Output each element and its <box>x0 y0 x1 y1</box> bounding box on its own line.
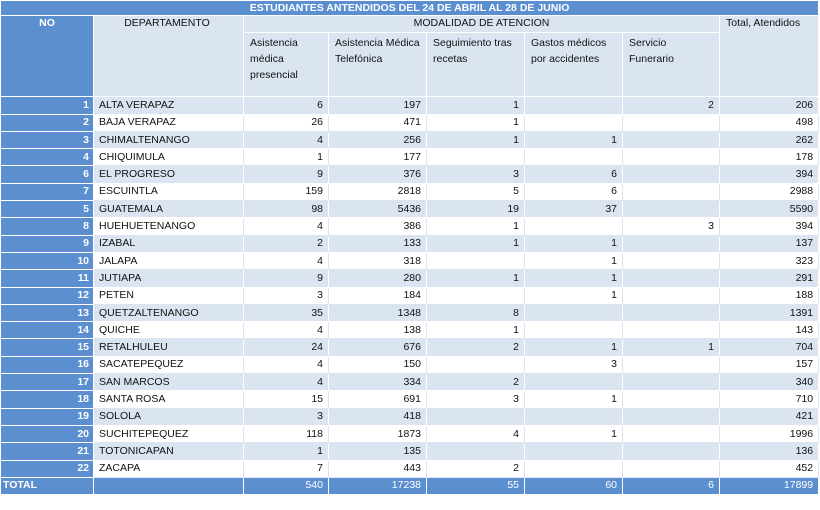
cell-presencial: 4 <box>244 218 329 235</box>
cell-departamento: BAJA VERAPAZ <box>94 114 244 131</box>
cell-seguimiento: 1 <box>427 322 525 339</box>
table-row <box>1 114 819 131</box>
cell-funerario <box>623 270 720 287</box>
cell-funerario <box>623 166 720 183</box>
cell-telefonica: 418 <box>329 408 427 425</box>
cell-no: 12 <box>1 287 94 304</box>
total-funerario: 6 <box>623 477 720 494</box>
cell-gastos <box>525 322 623 339</box>
cell-presencial: 4 <box>244 252 329 269</box>
cell-total: 394 <box>720 166 819 183</box>
cell-funerario <box>623 235 720 252</box>
cell-presencial: 26 <box>244 114 329 131</box>
cell-funerario <box>623 287 720 304</box>
table-row <box>1 270 819 287</box>
cell-no: 14 <box>1 322 94 339</box>
cell-funerario <box>623 252 720 269</box>
cell-no: 9 <box>1 235 94 252</box>
title-row <box>1 1 819 16</box>
cell-funerario <box>623 374 720 391</box>
cell-funerario <box>623 149 720 166</box>
table-row <box>1 356 819 373</box>
header-presencial: Asistencia médica presencial <box>244 33 329 97</box>
cell-departamento: JALAPA <box>94 252 244 269</box>
cell-no: 4 <box>1 149 94 166</box>
cell-presencial: 159 <box>244 183 329 200</box>
cell-funerario <box>623 304 720 321</box>
cell-total: 421 <box>720 408 819 425</box>
cell-seguimiento: 1 <box>427 131 525 148</box>
cell-departamento: SUCHITEPEQUEZ <box>94 425 244 442</box>
cell-funerario <box>623 114 720 131</box>
cell-gastos: 6 <box>525 183 623 200</box>
cell-presencial: 98 <box>244 201 329 218</box>
cell-seguimiento: 1 <box>427 235 525 252</box>
cell-funerario <box>623 460 720 477</box>
cell-funerario <box>623 408 720 425</box>
table-row <box>1 218 819 235</box>
cell-telefonica: 150 <box>329 356 427 373</box>
cell-presencial: 118 <box>244 425 329 442</box>
cell-no: 7 <box>1 183 94 200</box>
cell-total: 157 <box>720 356 819 373</box>
cell-seguimiento: 4 <box>427 425 525 442</box>
cell-telefonica: 177 <box>329 149 427 166</box>
cell-telefonica: 386 <box>329 218 427 235</box>
cell-seguimiento: 1 <box>427 97 525 114</box>
cell-gastos: 1 <box>525 425 623 442</box>
cell-departamento: SANTA ROSA <box>94 391 244 408</box>
cell-total: 188 <box>720 287 819 304</box>
cell-total: 340 <box>720 374 819 391</box>
cell-funerario <box>623 201 720 218</box>
cell-seguimiento: 3 <box>427 166 525 183</box>
cell-seguimiento: 8 <box>427 304 525 321</box>
header-modalidad: MODALIDAD DE ATENCION <box>244 16 720 33</box>
cell-funerario <box>623 183 720 200</box>
cell-total: 206 <box>720 97 819 114</box>
header-gastos: Gastos médicos por accidentes <box>525 33 623 97</box>
cell-funerario <box>623 131 720 148</box>
header-departamento: DEPARTAMENTO <box>94 16 244 97</box>
cell-departamento: ALTA VERAPAZ <box>94 97 244 114</box>
cell-telefonica: 471 <box>329 114 427 131</box>
cell-gastos: 1 <box>525 235 623 252</box>
cell-presencial: 7 <box>244 460 329 477</box>
cell-no: 2 <box>1 114 94 131</box>
cell-departamento: IZABAL <box>94 235 244 252</box>
cell-telefonica: 2818 <box>329 183 427 200</box>
cell-departamento: GUATEMALA <box>94 201 244 218</box>
cell-no: 1 <box>1 97 94 114</box>
cell-telefonica: 256 <box>329 131 427 148</box>
total-telefonica: 17238 <box>329 477 427 494</box>
cell-seguimiento <box>427 408 525 425</box>
cell-no: 3 <box>1 131 94 148</box>
cell-no: 19 <box>1 408 94 425</box>
cell-no: 8 <box>1 218 94 235</box>
cell-presencial: 4 <box>244 131 329 148</box>
cell-gastos: 1 <box>525 252 623 269</box>
cell-no: 6 <box>1 166 94 183</box>
cell-funerario <box>623 443 720 460</box>
header-seguimiento: Seguimiento tras recetas <box>427 33 525 97</box>
cell-total: 704 <box>720 339 819 356</box>
table-row <box>1 97 819 114</box>
cell-gastos: 1 <box>525 339 623 356</box>
cell-total: 291 <box>720 270 819 287</box>
cell-seguimiento: 2 <box>427 374 525 391</box>
cell-presencial: 3 <box>244 408 329 425</box>
cell-funerario <box>623 356 720 373</box>
cell-no: 16 <box>1 356 94 373</box>
cell-no: 15 <box>1 339 94 356</box>
cell-no: 21 <box>1 443 94 460</box>
cell-telefonica: 135 <box>329 443 427 460</box>
cell-departamento: PETEN <box>94 287 244 304</box>
table-row <box>1 425 819 442</box>
cell-funerario: 3 <box>623 218 720 235</box>
cell-seguimiento: 3 <box>427 391 525 408</box>
cell-gastos: 1 <box>525 391 623 408</box>
cell-total: 452 <box>720 460 819 477</box>
cell-gastos: 6 <box>525 166 623 183</box>
cell-telefonica: 334 <box>329 374 427 391</box>
cell-seguimiento <box>427 356 525 373</box>
cell-total: 5590 <box>720 201 819 218</box>
cell-telefonica: 5436 <box>329 201 427 218</box>
cell-seguimiento: 1 <box>427 270 525 287</box>
cell-telefonica: 676 <box>329 339 427 356</box>
cell-departamento: CHIMALTENANGO <box>94 131 244 148</box>
cell-seguimiento: 2 <box>427 339 525 356</box>
table-row <box>1 339 819 356</box>
cell-gastos <box>525 114 623 131</box>
cell-total: 2988 <box>720 183 819 200</box>
total-gastos: 60 <box>525 477 623 494</box>
total-seguimiento: 55 <box>427 477 525 494</box>
cell-no: 18 <box>1 391 94 408</box>
table-row <box>1 374 819 391</box>
cell-presencial: 15 <box>244 391 329 408</box>
cell-presencial: 35 <box>244 304 329 321</box>
cell-no: 13 <box>1 304 94 321</box>
cell-presencial: 6 <box>244 97 329 114</box>
cell-presencial: 9 <box>244 270 329 287</box>
cell-departamento: TOTONICAPAN <box>94 443 244 460</box>
cell-seguimiento: 1 <box>427 218 525 235</box>
cell-seguimiento <box>427 149 525 166</box>
cell-gastos <box>525 149 623 166</box>
cell-telefonica: 280 <box>329 270 427 287</box>
header-row-1 <box>1 16 819 33</box>
cell-gastos <box>525 218 623 235</box>
cell-departamento: QUICHE <box>94 322 244 339</box>
cell-seguimiento: 19 <box>427 201 525 218</box>
cell-seguimiento <box>427 287 525 304</box>
cell-telefonica: 1873 <box>329 425 427 442</box>
cell-gastos <box>525 304 623 321</box>
cell-departamento: ESCUINTLA <box>94 183 244 200</box>
cell-funerario: 1 <box>623 339 720 356</box>
cell-departamento: CHIQUIMULA <box>94 149 244 166</box>
cell-no: 22 <box>1 460 94 477</box>
table-row <box>1 252 819 269</box>
cell-gastos: 1 <box>525 270 623 287</box>
cell-telefonica: 443 <box>329 460 427 477</box>
cell-departamento: QUETZALTENANGO <box>94 304 244 321</box>
cell-no: 5 <box>1 201 94 218</box>
cell-total: 143 <box>720 322 819 339</box>
table-row <box>1 131 819 148</box>
total-atendidos: 17899 <box>720 477 819 494</box>
table-row <box>1 287 819 304</box>
cell-seguimiento: 1 <box>427 114 525 131</box>
cell-gastos: 1 <box>525 287 623 304</box>
cell-departamento: SACATEPEQUEZ <box>94 356 244 373</box>
cell-presencial: 1 <box>244 443 329 460</box>
cell-presencial: 1 <box>244 149 329 166</box>
cell-gastos <box>525 460 623 477</box>
cell-funerario: 2 <box>623 97 720 114</box>
cell-gastos <box>525 374 623 391</box>
cell-telefonica: 133 <box>329 235 427 252</box>
cell-presencial: 24 <box>244 339 329 356</box>
header-no: NO <box>1 16 94 97</box>
cell-telefonica: 376 <box>329 166 427 183</box>
cell-gastos <box>525 97 623 114</box>
cell-funerario <box>623 425 720 442</box>
cell-total: 1996 <box>720 425 819 442</box>
cell-telefonica: 197 <box>329 97 427 114</box>
cell-total: 178 <box>720 149 819 166</box>
table-body <box>1 97 819 478</box>
cell-presencial: 3 <box>244 287 329 304</box>
cell-presencial: 4 <box>244 322 329 339</box>
table-row <box>1 183 819 200</box>
cell-funerario <box>623 322 720 339</box>
cell-gastos: 37 <box>525 201 623 218</box>
table-row <box>1 322 819 339</box>
total-label: TOTAL <box>1 477 94 494</box>
cell-no: 10 <box>1 252 94 269</box>
header-total: Total, Atendidos <box>720 16 819 97</box>
cell-total: 498 <box>720 114 819 131</box>
cell-telefonica: 184 <box>329 287 427 304</box>
cell-telefonica: 691 <box>329 391 427 408</box>
cell-no: 17 <box>1 374 94 391</box>
table-row <box>1 304 819 321</box>
cell-departamento: RETALHULEU <box>94 339 244 356</box>
cell-presencial: 4 <box>244 356 329 373</box>
cell-total: 137 <box>720 235 819 252</box>
total-row <box>1 477 819 494</box>
header-funerario: Servicio Funerario <box>623 33 720 97</box>
cell-telefonica: 1348 <box>329 304 427 321</box>
cell-presencial: 2 <box>244 235 329 252</box>
cell-total: 262 <box>720 131 819 148</box>
table-title: ESTUDIANTES ANTENDIDOS DEL 24 DE ABRIL AL 28 DE JUNIO <box>1 1 819 16</box>
table-row <box>1 408 819 425</box>
cell-no: 11 <box>1 270 94 287</box>
cell-departamento: ZACAPA <box>94 460 244 477</box>
cell-no: 20 <box>1 425 94 442</box>
cell-total: 323 <box>720 252 819 269</box>
cell-gastos: 1 <box>525 131 623 148</box>
cell-total: 136 <box>720 443 819 460</box>
table-row <box>1 166 819 183</box>
table-row <box>1 443 819 460</box>
cell-seguimiento: 2 <box>427 460 525 477</box>
table-row <box>1 391 819 408</box>
cell-total: 1391 <box>720 304 819 321</box>
total-presencial: 540 <box>244 477 329 494</box>
header-telefonica: Asistencia Médica Telefónica <box>329 33 427 97</box>
cell-telefonica: 318 <box>329 252 427 269</box>
cell-total: 394 <box>720 218 819 235</box>
cell-departamento: SOLOLA <box>94 408 244 425</box>
cell-departamento: HUEHUETENANGO <box>94 218 244 235</box>
cell-departamento: EL PROGRESO <box>94 166 244 183</box>
cell-gastos <box>525 443 623 460</box>
total-dept-empty <box>94 477 244 494</box>
cell-total: 710 <box>720 391 819 408</box>
cell-seguimiento: 5 <box>427 183 525 200</box>
cell-departamento: SAN MARCOS <box>94 374 244 391</box>
table-row <box>1 235 819 252</box>
cell-departamento: JUTIAPA <box>94 270 244 287</box>
cell-funerario <box>623 391 720 408</box>
table-row <box>1 149 819 166</box>
table-row <box>1 460 819 477</box>
cell-presencial: 4 <box>244 374 329 391</box>
cell-presencial: 9 <box>244 166 329 183</box>
cell-seguimiento <box>427 443 525 460</box>
table-row <box>1 201 819 218</box>
cell-seguimiento <box>427 252 525 269</box>
cell-telefonica: 138 <box>329 322 427 339</box>
cell-gastos: 3 <box>525 356 623 373</box>
cell-gastos <box>525 408 623 425</box>
